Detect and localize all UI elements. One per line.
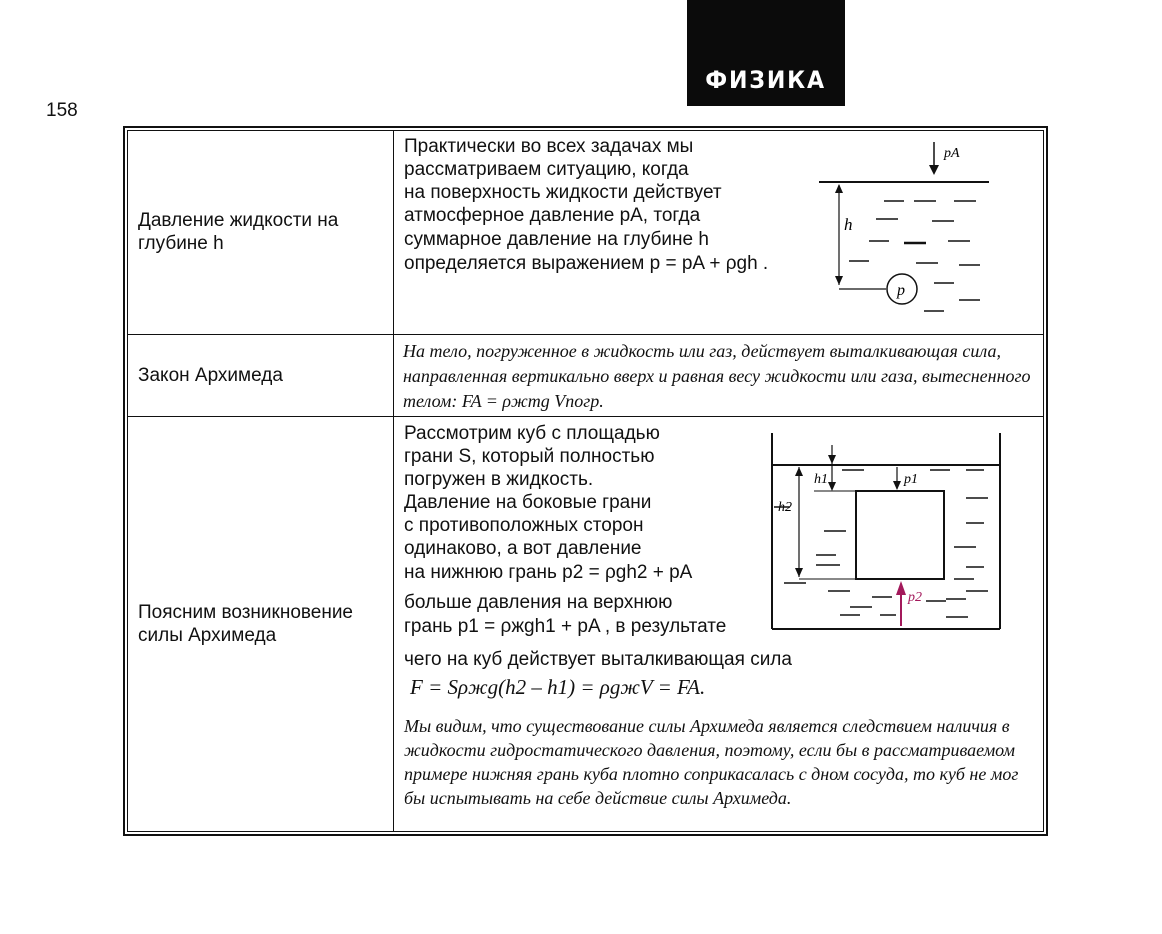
section-badge	[687, 0, 845, 106]
content-table	[123, 126, 1048, 836]
label-pa: pA	[944, 146, 960, 161]
label-p1: p1	[904, 471, 918, 487]
cube-in-liquid-figure	[770, 431, 1005, 636]
term-cell	[128, 334, 394, 416]
term-cell	[128, 131, 394, 335]
buoyancy-formula: F = Sρжg(h2 – h1) = ρgжV = FA.	[410, 674, 706, 699]
text-line: с противоположных сторон	[404, 514, 644, 536]
text-line: атмосферное давление pA, тогда	[404, 205, 701, 226]
term-text: Давление жидкости на глубине h	[138, 210, 339, 255]
text-line: одинаково, а вот давление	[404, 537, 642, 559]
text-line: определяется выражением p = pA + ρgh .	[404, 253, 769, 274]
definition-cell	[394, 131, 1044, 335]
label-h: h	[844, 215, 853, 234]
definition-cell	[394, 334, 1044, 416]
text-line: суммарное давление на глубине h	[404, 229, 709, 250]
label-h1: h1	[814, 471, 828, 487]
conclusion-note: Мы видим, что существование силы Архимеда является следствием наличия в жидкости гидростатического давления, поэтому, если бы в рассматриваемом примере нижняя грань куба плотно соприкасалась с дном сосуда, то куб не мог бы испытывать на себе действие силы Архимеда.	[404, 715, 1019, 808]
page-number: 158	[46, 100, 78, 121]
section-title: ФИЗИКА	[705, 66, 827, 94]
archimedes-law-text: На тело, погруженное в жидкость или газ, действует выталкивающая сила, направленная вертикально вверх и равная весу жидкости или газа, вытесненного телом: FA = ρжmg Vпогр.	[403, 340, 1031, 411]
text-line: погружен в жидкость.	[404, 468, 594, 490]
label-h2: h2	[778, 499, 792, 515]
text-line: на нижнюю грань p2 = ρgh2 + pA	[404, 561, 693, 583]
term-text: Поясним возникновение силы Архимеда	[138, 601, 354, 646]
definition-cell	[394, 416, 1044, 831]
text-line: Давление на боковые грани	[404, 491, 652, 513]
text-line: грань p1 = ρжgh1 + pA , в результате	[404, 615, 727, 637]
table-row	[128, 416, 1044, 831]
text-line: чего на куб действует выталкивающая сила	[404, 648, 792, 670]
text-line: рассматриваем ситуацию, когда	[404, 159, 689, 180]
label-p: p	[897, 282, 905, 299]
text-line: больше давления на верхнюю	[404, 591, 673, 613]
table-row	[128, 131, 1044, 335]
pressure-depth-figure	[814, 137, 1014, 317]
text-line: Практически во всех задачах мы	[404, 136, 694, 157]
term-cell	[128, 416, 394, 831]
text-line: грани S, который полностью	[404, 445, 655, 467]
label-p2: p2	[908, 589, 922, 605]
text-line: на поверхность жидкости действует	[404, 182, 722, 203]
table-row	[128, 334, 1044, 416]
term-text: Закон Архимеда	[138, 364, 283, 386]
text-line: Рассмотрим куб с площадью	[404, 422, 660, 444]
